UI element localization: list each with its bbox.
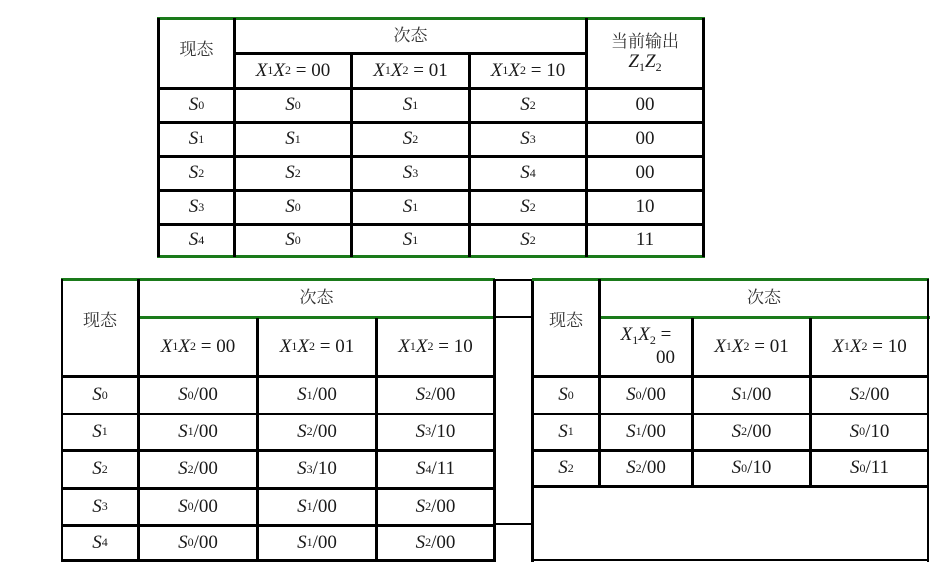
var-s: S — [520, 128, 530, 150]
subscript: 0 — [294, 97, 301, 112]
next-state-header: 次态 — [747, 288, 781, 309]
next-state — [236, 124, 350, 155]
var-s: S — [415, 420, 426, 442]
output-bits: /00 — [641, 457, 666, 479]
output-header-label: 当前输出 — [611, 32, 679, 53]
var-s: S — [92, 495, 102, 517]
border — [494, 279, 533, 281]
subscript: 0 — [635, 387, 642, 402]
var-s: S — [520, 229, 530, 251]
output-bits: /10 — [865, 420, 890, 442]
border — [702, 18, 705, 257]
var-x: X — [390, 59, 403, 81]
output-bits: /10 — [312, 458, 337, 480]
output-value: 00 — [635, 162, 655, 184]
equals-sign: = — [655, 324, 672, 346]
subscript: 3 — [412, 165, 419, 180]
next-state-output — [812, 378, 927, 413]
next-state-output — [601, 452, 691, 485]
input-col-header — [812, 319, 927, 375]
subscript: 0 — [187, 387, 194, 402]
subscript: 1 — [632, 333, 639, 348]
subscript: 2 — [649, 333, 656, 348]
var-s: S — [188, 196, 199, 218]
var-s: S — [520, 196, 530, 218]
next-state-output — [378, 415, 493, 449]
subscript: 0 — [187, 499, 194, 514]
subscript: 1 — [412, 97, 419, 112]
equals-value: = 01 — [315, 335, 355, 357]
subscript: 0 — [294, 232, 301, 247]
subscript: 1 — [291, 339, 298, 354]
output-header — [588, 20, 702, 87]
subscript: 1 — [412, 199, 419, 214]
next-state-output — [812, 452, 927, 485]
next-state-output — [694, 452, 809, 485]
var-x: X — [255, 59, 268, 81]
next-state — [471, 90, 585, 121]
output-bits: /00 — [747, 420, 772, 442]
present-state — [160, 90, 233, 121]
subscript: 2 — [859, 387, 866, 402]
subscript: 4 — [101, 535, 108, 550]
equals-value: = 01 — [749, 335, 789, 357]
var-s: S — [626, 457, 636, 479]
subscript: 1 — [741, 387, 748, 402]
border — [493, 279, 496, 562]
input-col-header — [694, 319, 809, 375]
subscript: 1 — [409, 339, 416, 354]
present-state — [63, 452, 137, 487]
next-state-output — [601, 378, 691, 413]
present-state — [534, 378, 598, 413]
subscript: 1 — [306, 499, 313, 514]
var-x: X — [731, 335, 744, 357]
present-state — [534, 452, 598, 485]
subscript: 2 — [425, 499, 432, 514]
equals-value: = 01 — [408, 59, 448, 81]
subscript: 2 — [529, 232, 536, 247]
subscript: 0 — [859, 424, 866, 439]
next-state — [471, 158, 585, 189]
var-s: S — [297, 495, 307, 517]
var-s: S — [188, 162, 199, 184]
next-state-output — [140, 527, 256, 559]
present-state — [160, 124, 233, 155]
var-s: S — [285, 162, 295, 184]
var-s: S — [558, 420, 568, 442]
equals-value: = 10 — [526, 59, 566, 81]
table-bottom-rule — [157, 255, 705, 258]
var-s: S — [297, 458, 307, 480]
var-s: S — [92, 458, 102, 480]
subscript: 1 — [567, 424, 574, 439]
subscript: 0 — [567, 387, 574, 402]
var-z: Z — [645, 50, 656, 72]
subscript: 3 — [425, 424, 432, 439]
output-bits: /00 — [641, 420, 666, 442]
next-state — [236, 226, 350, 255]
present-state — [160, 226, 233, 255]
subscript: 2 — [412, 131, 419, 146]
next-state-output — [601, 415, 691, 449]
output-bits: /00 — [747, 384, 772, 406]
present-state-header: 现态 — [83, 310, 117, 331]
subscript: 2 — [101, 461, 108, 476]
next-state-output — [259, 378, 375, 413]
present-state — [160, 158, 233, 189]
present-state — [63, 490, 137, 524]
var-x: X — [415, 335, 428, 357]
subscript: 0 — [859, 460, 866, 475]
var-s: S — [415, 458, 426, 480]
var-s: S — [92, 420, 102, 442]
border — [494, 523, 532, 525]
next-state — [471, 192, 585, 223]
subscript: 2 — [520, 63, 526, 78]
subscript: 1 — [172, 339, 179, 354]
var-x: X — [279, 335, 292, 357]
var-z: Z — [628, 50, 639, 72]
var-s: S — [92, 531, 102, 553]
subscript: 2 — [655, 59, 662, 74]
subscript: 1 — [725, 339, 732, 354]
next-state-output — [812, 415, 927, 449]
subscript: 1 — [412, 232, 419, 247]
next-state — [471, 124, 585, 155]
var-s: S — [178, 458, 188, 480]
next-state-output — [259, 490, 375, 524]
var-s: S — [626, 384, 636, 406]
output-bits: /00 — [431, 384, 456, 406]
subscript: 3 — [101, 499, 108, 514]
equals-value: = 10 — [867, 335, 907, 357]
var-s: S — [402, 94, 413, 116]
subscript: 4 — [198, 232, 205, 247]
output-value: 00 — [635, 128, 655, 150]
var-s: S — [731, 457, 742, 479]
next-state-header: 次态 — [393, 25, 428, 46]
var-s: S — [849, 420, 860, 442]
output-bits: /00 — [193, 531, 218, 553]
subscript: 4 — [529, 165, 536, 180]
subscript: 2 — [190, 339, 196, 354]
var-s: S — [92, 384, 102, 406]
next-state — [471, 226, 585, 255]
var-s: S — [178, 495, 188, 517]
var-x: X — [160, 335, 173, 357]
var-x: X — [638, 324, 650, 346]
var-s: S — [402, 229, 413, 251]
var-s: S — [285, 229, 295, 251]
input-col-header — [378, 319, 493, 375]
output-bits: /10 — [431, 420, 456, 442]
output-bits: /11 — [865, 457, 890, 479]
output-bits: /00 — [865, 384, 890, 406]
subscript: 2 — [635, 460, 642, 475]
subscript: 1 — [384, 63, 391, 78]
var-s: S — [297, 531, 307, 553]
var-s: S — [626, 420, 636, 442]
var-s: S — [188, 229, 199, 251]
var-s: S — [415, 495, 426, 517]
subscript: 2 — [567, 460, 574, 475]
present-state — [63, 378, 137, 413]
output-bits: /00 — [641, 384, 666, 406]
subscript: 2 — [425, 387, 432, 402]
output-bits: /00 — [312, 420, 337, 442]
var-s: S — [297, 384, 307, 406]
border — [61, 559, 496, 562]
subscript: 2 — [743, 339, 750, 354]
subscript: 1 — [502, 63, 509, 78]
output-bits: /00 — [193, 495, 218, 517]
next-state — [353, 226, 468, 255]
var-s: S — [415, 384, 426, 406]
subscript: 2 — [309, 339, 315, 354]
equals-value: = 00 — [196, 335, 236, 357]
var-x: X — [490, 59, 503, 81]
var-x: X — [297, 335, 309, 357]
subscript: 2 — [306, 424, 313, 439]
input-col-header — [259, 319, 375, 375]
var-s: S — [188, 128, 199, 150]
var-x: X — [373, 59, 385, 81]
subscript: 1 — [639, 59, 645, 74]
next-state-output — [259, 452, 375, 487]
var-s: S — [402, 162, 413, 184]
output-bits: /00 — [193, 458, 218, 480]
output-bits: /00 — [431, 531, 456, 553]
subscript: 1 — [294, 131, 301, 146]
input-col-header-line2: 00 — [656, 346, 675, 368]
output-value: 00 — [635, 94, 655, 116]
subscript: 3 — [198, 199, 205, 214]
input-col-header — [471, 55, 585, 87]
subscript: 1 — [635, 424, 642, 439]
subscript: 1 — [306, 387, 313, 402]
var-s: S — [285, 128, 295, 150]
subscript: 1 — [187, 424, 194, 439]
subscript: 2 — [741, 424, 748, 439]
subscript: 0 — [294, 199, 301, 214]
subscript: 2 — [294, 165, 301, 180]
var-s: S — [285, 94, 295, 116]
input-col-header — [601, 319, 691, 375]
var-s: S — [731, 420, 742, 442]
present-state-header: 现态 — [179, 40, 214, 61]
next-state-output — [378, 452, 493, 487]
var-s: S — [402, 196, 413, 218]
subscript: 2 — [529, 97, 536, 112]
var-s: S — [731, 384, 742, 406]
var-s: S — [178, 384, 188, 406]
subscript: 1 — [198, 131, 205, 146]
subscript: 0 — [741, 460, 748, 475]
subscript: 0 — [198, 97, 205, 112]
output-bits: /11 — [431, 458, 456, 480]
var-s: S — [178, 531, 188, 553]
var-s: S — [415, 531, 426, 553]
subscript: 0 — [187, 535, 194, 550]
present-state — [63, 415, 137, 449]
output-value: 10 — [635, 196, 655, 218]
var-s: S — [178, 420, 188, 442]
output-bits: /00 — [312, 384, 337, 406]
output-vars — [628, 52, 661, 74]
next-state — [353, 192, 468, 223]
next-state — [236, 158, 350, 189]
next-state-output — [140, 452, 256, 487]
var-s: S — [297, 420, 307, 442]
present-state — [160, 192, 233, 223]
next-state-output — [259, 527, 375, 559]
output-bits: /00 — [312, 495, 337, 517]
present-state — [534, 415, 598, 449]
border — [494, 316, 533, 318]
subscript: 2 — [187, 461, 194, 476]
subscript: 2 — [198, 165, 205, 180]
subscript: 2 — [402, 63, 409, 78]
next-state-output — [378, 490, 493, 524]
subscript: 2 — [427, 339, 434, 354]
subscript: 2 — [861, 339, 868, 354]
next-state — [236, 192, 350, 223]
next-state-output — [378, 378, 493, 413]
next-state — [353, 158, 468, 189]
next-state-output — [140, 378, 256, 413]
next-state-output — [259, 415, 375, 449]
var-s: S — [188, 94, 199, 116]
subscript: 1 — [101, 424, 108, 439]
var-x: X — [849, 335, 862, 357]
input-col-header — [353, 55, 468, 87]
output-bits: /00 — [312, 531, 337, 553]
var-x: X — [508, 59, 520, 81]
output-bits: /10 — [747, 457, 772, 479]
next-state-output — [140, 490, 256, 524]
next-state — [353, 90, 468, 121]
var-x: X — [620, 324, 633, 346]
subscript: 2 — [425, 535, 432, 550]
var-s: S — [558, 457, 568, 479]
next-state-output — [694, 415, 809, 449]
var-x: X — [832, 335, 844, 357]
subscript: 1 — [267, 63, 274, 78]
var-s: S — [520, 94, 530, 116]
subscript: 2 — [529, 199, 536, 214]
next-state — [353, 124, 468, 155]
output-bits: /00 — [193, 384, 218, 406]
subscript: 4 — [425, 461, 432, 476]
equals-value: = 10 — [433, 335, 473, 357]
var-s: S — [558, 384, 568, 406]
subscript: 1 — [306, 535, 313, 550]
var-x: X — [273, 59, 285, 81]
present-state — [63, 527, 137, 559]
input-col-header — [140, 319, 256, 375]
input-col-header-line1 — [621, 325, 672, 347]
equals-value: = 00 — [291, 59, 331, 81]
next-state-output — [140, 415, 256, 449]
next-state-output — [694, 378, 809, 413]
var-s: S — [402, 128, 413, 150]
var-x: X — [714, 335, 726, 357]
var-s: S — [849, 457, 860, 479]
present-state-header: 现态 — [549, 310, 583, 331]
var-x: X — [398, 335, 410, 357]
subscript: 1 — [843, 339, 850, 354]
var-s: S — [285, 196, 295, 218]
var-s: S — [849, 384, 860, 406]
next-state-output — [378, 527, 493, 559]
subscript: 3 — [529, 131, 536, 146]
output-value: 11 — [635, 229, 655, 251]
output-bits: /00 — [431, 495, 456, 517]
next-state-header: 次态 — [299, 288, 334, 309]
var-x: X — [178, 335, 190, 357]
subscript: 3 — [306, 461, 313, 476]
var-s: S — [520, 162, 530, 184]
subscript: 2 — [285, 63, 291, 78]
output-bits: /00 — [193, 420, 218, 442]
subscript: 0 — [101, 387, 108, 402]
empty-region — [532, 488, 929, 560]
next-state — [236, 90, 350, 121]
input-col-header — [236, 55, 350, 87]
